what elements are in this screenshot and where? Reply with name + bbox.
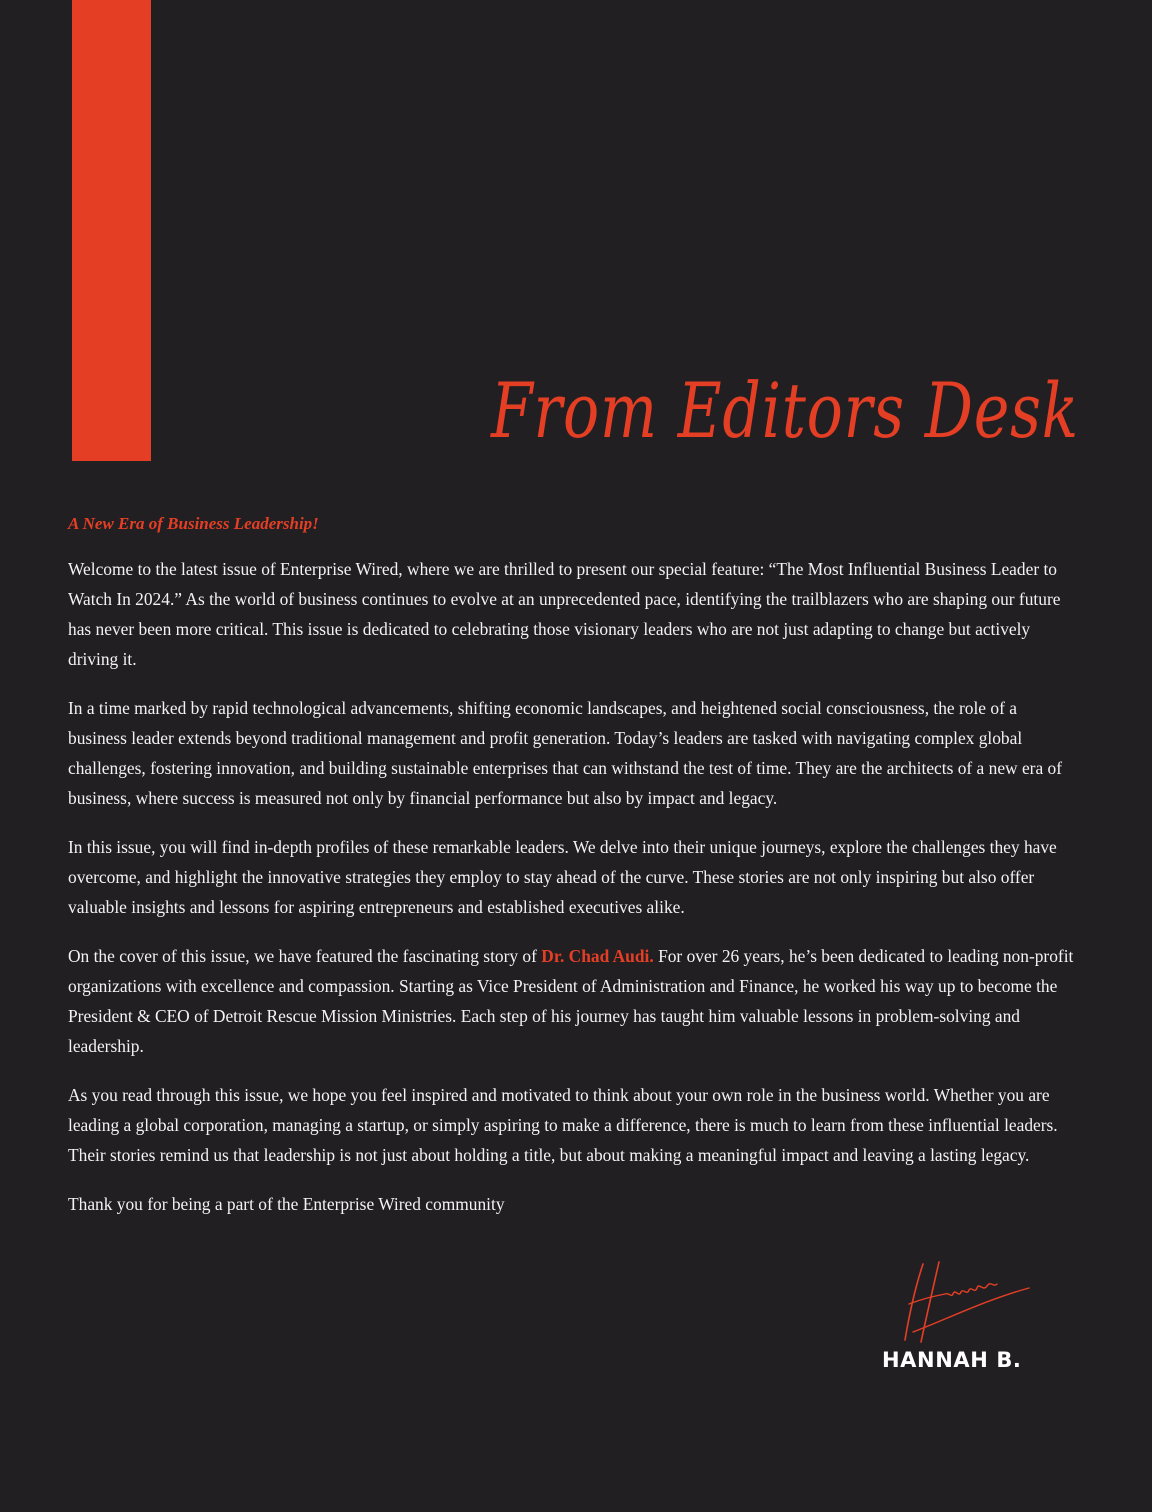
signature-drawing [895, 1258, 1035, 1348]
masthead-script [485, 355, 1085, 467]
article-kicker: A New Era of Business Leadership! [68, 514, 319, 533]
closing-paragraph: As you read through this issue, we hope you feel inspired and motivated to think about your own role in the business world. Whether you are leading a global corporation, managing a startup, or simply aspiring to make a difference, there is much to learn from these influential leaders. Their stories remind us that leadership is not just about holding a title, but about making a meaningful impact and leaving a lasting legacy. [68, 1085, 1058, 1165]
handwritten-signature [895, 1258, 1035, 1348]
cover-story-body: For over 26 years, he’s been dedicated to leading non-profit organizations with excellence and compassion. Starting as Vice President of Administration and Finance, he worked his way up to become the President & CEO of Detroit Rescue Mission Ministries. Each step of his journey has taught him valuable lessons in problem-solving and leadership. [68, 946, 1074, 1056]
article-paragraph: In a time marked by rapid technological advancements, shifting economic landscapes, and heightened social consciousness, the role of a business leader extends beyond traditional management and profit generation. Today’s leaders are tasked with navigating complex global challenges, fostering innovation, and building sustainable enterprises that can withstand the test of time. They are the architects of a new era of business, where success is measured not only by financial performance but also by impact and legacy. [68, 698, 1063, 808]
signer-name: HANNAH B. [882, 1348, 1022, 1372]
masthead [485, 355, 1085, 467]
article-body [68, 513, 1080, 1238]
article-paragraph: In this issue, you will find in-depth profiles of these remarkable leaders. We delve into their unique journeys, explore the challenges they have overcome, and highlight the innovative strategies they employ to stay ahead of the curve. These stories are not only inspiring but also offer valuable insights and lessons for aspiring entrepreneurs and established executives alike. [68, 837, 1057, 917]
cover-star-name: Dr. Chad Audi. [541, 946, 654, 966]
accent-bar [72, 0, 151, 461]
cover-story-paragraph [68, 941, 1080, 1061]
cover-story-intro: On the cover of this issue, we have featured the fascinating story of [68, 946, 542, 966]
article-paragraph: Welcome to the latest issue of Enterprise Wired, where we are thrilled to present our special feature: “The Most Influential Business Leader to Watch In 2024.” As the world of business continues to evolve at an unprecedented pace, identifying the trailblazers who are shaping our future has never been more critical. This issue is dedicated to celebrating those visionary leaders who are not just adapting to change but actively driving it. [68, 559, 1061, 669]
masthead-title: From Editors Desk [489, 366, 1079, 455]
sign-off-line: Thank you for being a part of the Enterprise Wired community [68, 1194, 505, 1214]
